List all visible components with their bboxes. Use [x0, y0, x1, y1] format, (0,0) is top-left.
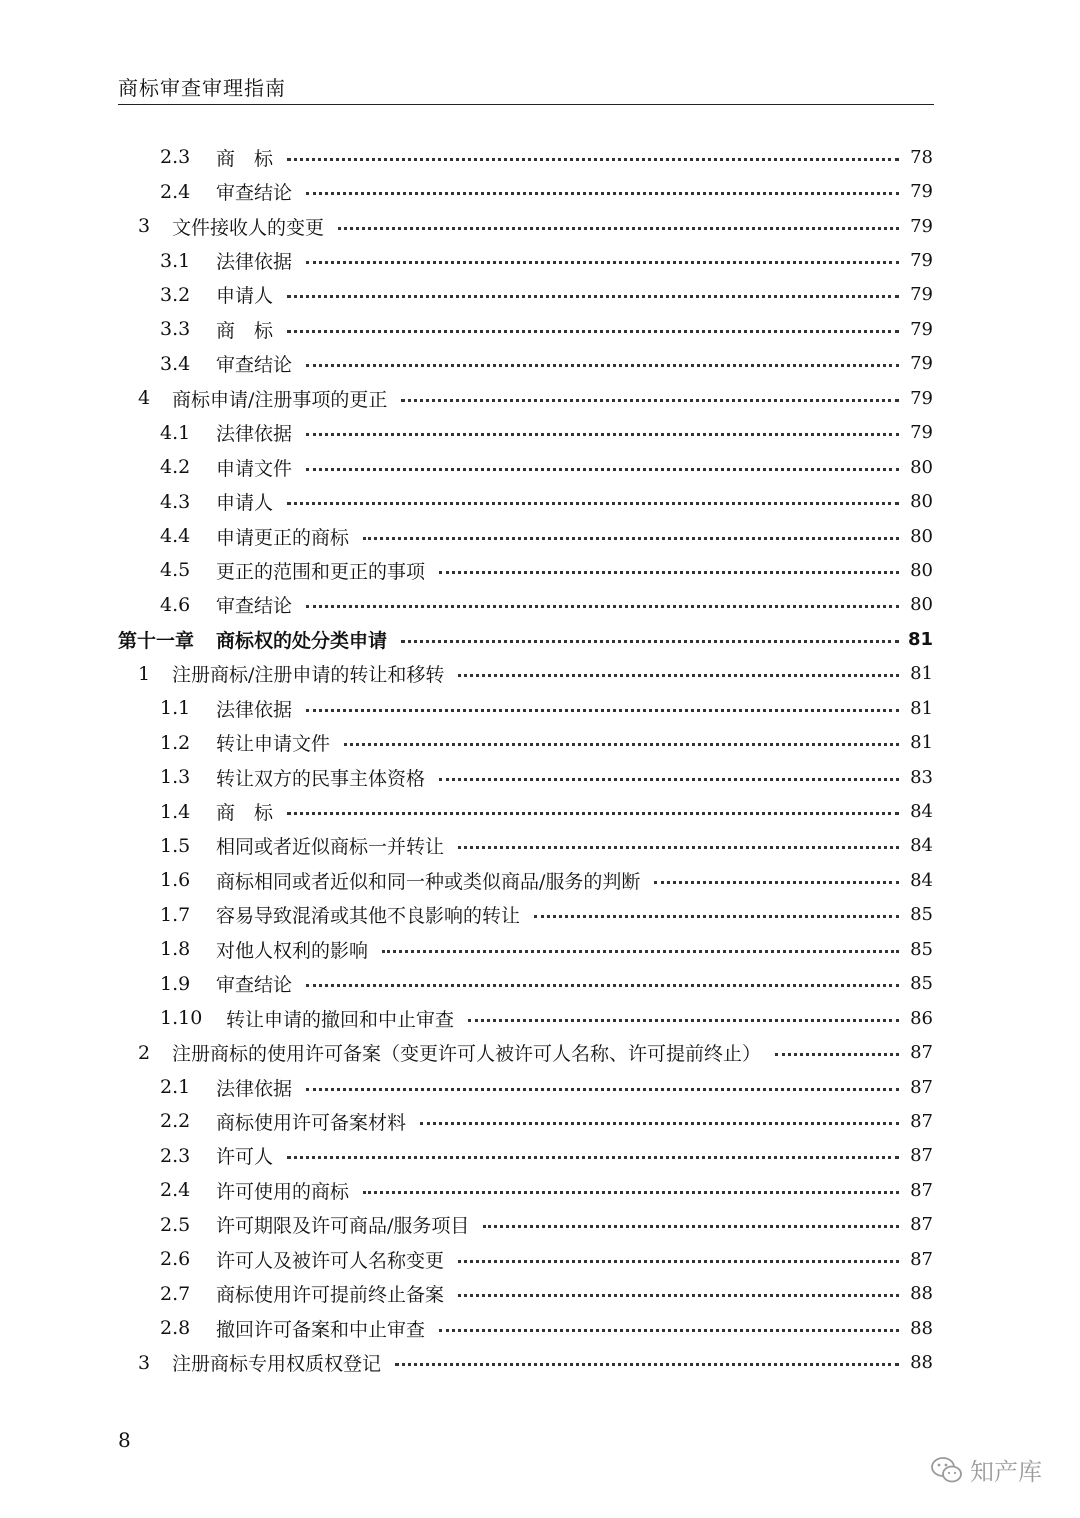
- dot-leader: [287, 502, 899, 505]
- dot-leader: [401, 399, 899, 402]
- dot-leader: [287, 330, 899, 333]
- toc-entry-page: 85: [910, 938, 933, 960]
- toc-entry-page: 85: [910, 904, 933, 926]
- toc-entry-page: 81: [910, 663, 933, 685]
- toc-entry: [118, 347, 933, 381]
- toc-entry-number: 1.1: [160, 697, 191, 720]
- dot-leader: [395, 1363, 899, 1366]
- toc-entry-number: 2.2: [160, 1110, 191, 1133]
- toc-entry-page: 80: [910, 456, 933, 478]
- toc-entry-number: 4.1: [160, 421, 191, 444]
- toc-entry: [118, 863, 933, 897]
- toc-entry-number: 1: [138, 662, 151, 685]
- toc-entry-title: 商 标: [216, 319, 274, 342]
- dot-leader: [287, 295, 899, 298]
- toc-entry-page: 83: [910, 766, 933, 788]
- toc-entry: [118, 657, 933, 691]
- dot-leader: [287, 158, 899, 161]
- toc-entry: [118, 278, 933, 312]
- dot-leader: [420, 1122, 899, 1125]
- toc-entry-number: 4.6: [160, 593, 191, 616]
- toc-entry-number: 第十一章: [118, 629, 195, 652]
- toc-entry-page: 79: [910, 387, 933, 409]
- toc-entry-title: 许可期限及许可商品/服务项目: [216, 1215, 470, 1238]
- toc-entry: [118, 519, 933, 553]
- toc-entry: [118, 1001, 933, 1035]
- toc-entry-number: 2.4: [160, 180, 191, 203]
- toc-entry-number: 3.2: [160, 283, 191, 306]
- toc-entry-title: 审查结论: [216, 182, 293, 205]
- toc-entry-page: 81: [910, 732, 933, 754]
- toc-entry-title: 许可使用的商标: [216, 1180, 350, 1203]
- toc-entry: [118, 1104, 933, 1138]
- toc-entry-title: 商标权的处分类申请: [216, 629, 388, 652]
- dot-leader: [287, 1156, 899, 1159]
- toc-entry-title: 申请人: [216, 285, 274, 308]
- dot-leader: [344, 743, 899, 746]
- toc-entry-page: 87: [910, 1110, 933, 1132]
- toc-chapter-entry: [118, 622, 933, 656]
- toc-entry-page: 80: [910, 594, 933, 616]
- toc-entry: [118, 243, 933, 277]
- toc-entry-page: 79: [910, 422, 933, 444]
- toc-entry-page: 79: [910, 353, 933, 375]
- toc-entry-title: 注册商标专用权质权登记: [172, 1353, 382, 1376]
- header-rule: [118, 104, 934, 105]
- dot-leader: [458, 846, 899, 849]
- toc-entry-title: 商 标: [216, 147, 274, 170]
- toc-entry-title: 转让申请的撤回和中止审查: [226, 1008, 455, 1031]
- dot-leader: [458, 1260, 899, 1263]
- toc-entry-page: 79: [910, 318, 933, 340]
- toc-entry-title: 商标使用许可提前终止备案: [216, 1284, 445, 1307]
- dot-leader: [468, 1019, 899, 1022]
- toc-entry-number: 4: [138, 387, 151, 410]
- toc-entry-title: 审查结论: [216, 595, 293, 618]
- toc-entry: [118, 174, 933, 208]
- toc-entry: [118, 1276, 933, 1310]
- toc-entry-number: 2.7: [160, 1282, 191, 1305]
- toc-entry-title: 申请更正的商标: [216, 526, 350, 549]
- toc-entry-number: 3.3: [160, 318, 191, 341]
- toc-entry-number: 1.4: [160, 800, 191, 823]
- toc-entry-number: 1.7: [160, 903, 191, 926]
- toc-entry-number: 1.3: [160, 766, 191, 789]
- toc-entry: [118, 416, 933, 450]
- toc-entry-title: 申请文件: [216, 457, 293, 480]
- toc-entry-title: 商标相同或者近似和同一种或类似商品/服务的判断: [216, 870, 641, 893]
- toc-entry-page: 78: [910, 146, 933, 168]
- dot-leader: [654, 881, 899, 884]
- table-of-contents: [118, 140, 933, 1380]
- toc-entry-title: 商标申请/注册事项的更正: [172, 388, 388, 411]
- toc-entry: [118, 1173, 933, 1207]
- toc-entry: [118, 312, 933, 346]
- toc-entry-page: 87: [910, 1145, 933, 1167]
- dot-leader: [306, 709, 899, 712]
- toc-entry-page: 79: [910, 215, 933, 237]
- toc-entry-number: 2.3: [160, 1144, 191, 1167]
- toc-entry-number: 3: [138, 215, 151, 238]
- toc-entry-number: 1.2: [160, 731, 191, 754]
- toc-entry-title: 商标使用许可备案材料: [216, 1111, 407, 1134]
- toc-entry-title: 许可人: [216, 1146, 274, 1169]
- toc-entry-number: 2.8: [160, 1317, 191, 1340]
- toc-entry-title: 容易导致混淆或其他不良影响的转让: [216, 905, 521, 928]
- toc-entry: [118, 209, 933, 243]
- toc-entry-title: 转让双方的民事主体资格: [216, 767, 426, 790]
- page-number: 8: [118, 1428, 131, 1452]
- toc-entry-page: 87: [910, 1179, 933, 1201]
- dot-leader: [306, 1088, 899, 1091]
- toc-entry: [118, 588, 933, 622]
- toc-entry: [118, 381, 933, 415]
- dot-leader: [306, 468, 899, 471]
- toc-entry-title: 法律依据: [216, 423, 293, 446]
- toc-entry-title: 注册商标/注册申请的转让和移转: [172, 664, 445, 687]
- toc-entry-number: 4.5: [160, 559, 191, 582]
- toc-entry: [118, 450, 933, 484]
- toc-entry-page: 88: [910, 1352, 933, 1374]
- watermark-text: 知产库: [970, 1458, 1042, 1486]
- toc-entry: [118, 1139, 933, 1173]
- toc-entry-page: 80: [910, 559, 933, 581]
- toc-entry-page: 80: [910, 525, 933, 547]
- toc-entry-title: 更正的范围和更正的事项: [216, 560, 426, 583]
- toc-entry: [118, 932, 933, 966]
- toc-entry-page: 80: [910, 491, 933, 513]
- dot-leader: [439, 778, 899, 781]
- toc-entry-title: 转让申请文件: [216, 733, 331, 756]
- dot-leader: [401, 640, 899, 643]
- toc-entry-title: 申请人: [216, 492, 274, 515]
- toc-entry: [118, 484, 933, 518]
- toc-entry-number: 4.3: [160, 490, 191, 513]
- dot-leader: [534, 915, 899, 918]
- toc-entry: [118, 691, 933, 725]
- toc-entry-title: 商 标: [216, 802, 274, 825]
- toc-entry-title: 审查结论: [216, 354, 293, 377]
- toc-entry-number: 1.5: [160, 834, 191, 857]
- toc-entry-page: 88: [910, 1283, 933, 1305]
- toc-entry-number: 4.4: [160, 525, 191, 548]
- dot-leader: [306, 261, 899, 264]
- toc-entry-number: 1.9: [160, 972, 191, 995]
- toc-entry-title: 法律依据: [216, 698, 293, 721]
- watermark: [930, 1452, 1042, 1487]
- toc-entry-page: 87: [910, 1076, 933, 1098]
- toc-entry: [118, 1208, 933, 1242]
- dot-leader: [458, 1294, 899, 1297]
- dot-leader: [306, 433, 899, 436]
- toc-entry: [118, 760, 933, 794]
- toc-entry-title: 注册商标的使用许可备案（变更许可人被许可人名称、许可提前终止）: [172, 1043, 762, 1066]
- toc-entry-page: 81: [910, 697, 933, 719]
- toc-entry-number: 2.4: [160, 1179, 191, 1202]
- toc-entry-title: 文件接收人的变更: [172, 216, 325, 239]
- toc-entry-page: 87: [910, 1042, 933, 1064]
- toc-entry-title: 法律依据: [216, 251, 293, 274]
- toc-entry: [118, 1345, 933, 1379]
- toc-entry-number: 3.4: [160, 352, 191, 375]
- running-header: 商标审查审理指南: [118, 76, 286, 100]
- toc-entry-number: 2.6: [160, 1248, 191, 1271]
- wechat-icon: [930, 1455, 964, 1485]
- toc-entry: [118, 898, 933, 932]
- dot-leader: [775, 1053, 899, 1056]
- toc-entry-page: 86: [910, 1007, 933, 1029]
- dot-leader: [306, 364, 899, 367]
- toc-entry: [118, 140, 933, 174]
- toc-entry: [118, 1311, 933, 1345]
- toc-entry-number: 3: [138, 1351, 151, 1374]
- toc-entry-page: 88: [910, 1317, 933, 1339]
- toc-entry-number: 2: [138, 1041, 151, 1064]
- toc-entry: [118, 829, 933, 863]
- toc-entry: [118, 1070, 933, 1104]
- toc-entry-number: 2.1: [160, 1076, 191, 1099]
- toc-entry-page: 84: [910, 835, 933, 857]
- toc-entry-title: 对他人权利的影响: [216, 939, 369, 962]
- toc-entry-title: 审查结论: [216, 974, 293, 997]
- dot-leader: [483, 1225, 899, 1228]
- dot-leader: [338, 227, 899, 230]
- dot-leader: [382, 950, 899, 953]
- dot-leader: [287, 812, 899, 815]
- dot-leader: [363, 1191, 899, 1194]
- toc-entry-page: 79: [910, 250, 933, 272]
- toc-entry-page: 79: [910, 181, 933, 203]
- dot-leader: [439, 1329, 899, 1332]
- toc-entry-title: 法律依据: [216, 1077, 293, 1100]
- toc-entry-title: 撤回许可备案和中止审查: [216, 1318, 426, 1341]
- dot-leader: [458, 674, 899, 677]
- toc-entry-title: 相同或者近似商标一并转让: [216, 836, 445, 859]
- toc-entry-page: 81: [907, 628, 933, 650]
- dot-leader: [306, 192, 899, 195]
- toc-entry-number: 1.10: [160, 1007, 203, 1030]
- toc-entry-title: 许可人及被许可人名称变更: [216, 1249, 445, 1272]
- toc-entry-page: 85: [910, 973, 933, 995]
- dot-leader: [363, 537, 899, 540]
- toc-entry: [118, 967, 933, 1001]
- toc-entry-number: 1.6: [160, 869, 191, 892]
- toc-entry-number: 1.8: [160, 938, 191, 961]
- toc-entry: [118, 1035, 933, 1069]
- toc-entry: [118, 725, 933, 759]
- toc-entry: [118, 1242, 933, 1276]
- toc-entry: [118, 553, 933, 587]
- toc-entry-page: 84: [910, 801, 933, 823]
- dot-leader: [306, 605, 899, 608]
- toc-entry-number: 2.5: [160, 1213, 191, 1236]
- toc-entry-page: 87: [910, 1214, 933, 1236]
- toc-entry-number: 3.1: [160, 249, 191, 272]
- toc-entry-page: 79: [910, 284, 933, 306]
- toc-entry-page: 87: [910, 1248, 933, 1270]
- toc-entry-number: 2.3: [160, 146, 191, 169]
- toc-entry-number: 4.2: [160, 456, 191, 479]
- toc-entry-page: 84: [910, 869, 933, 891]
- dot-leader: [439, 571, 899, 574]
- toc-entry: [118, 794, 933, 828]
- dot-leader: [306, 984, 899, 987]
